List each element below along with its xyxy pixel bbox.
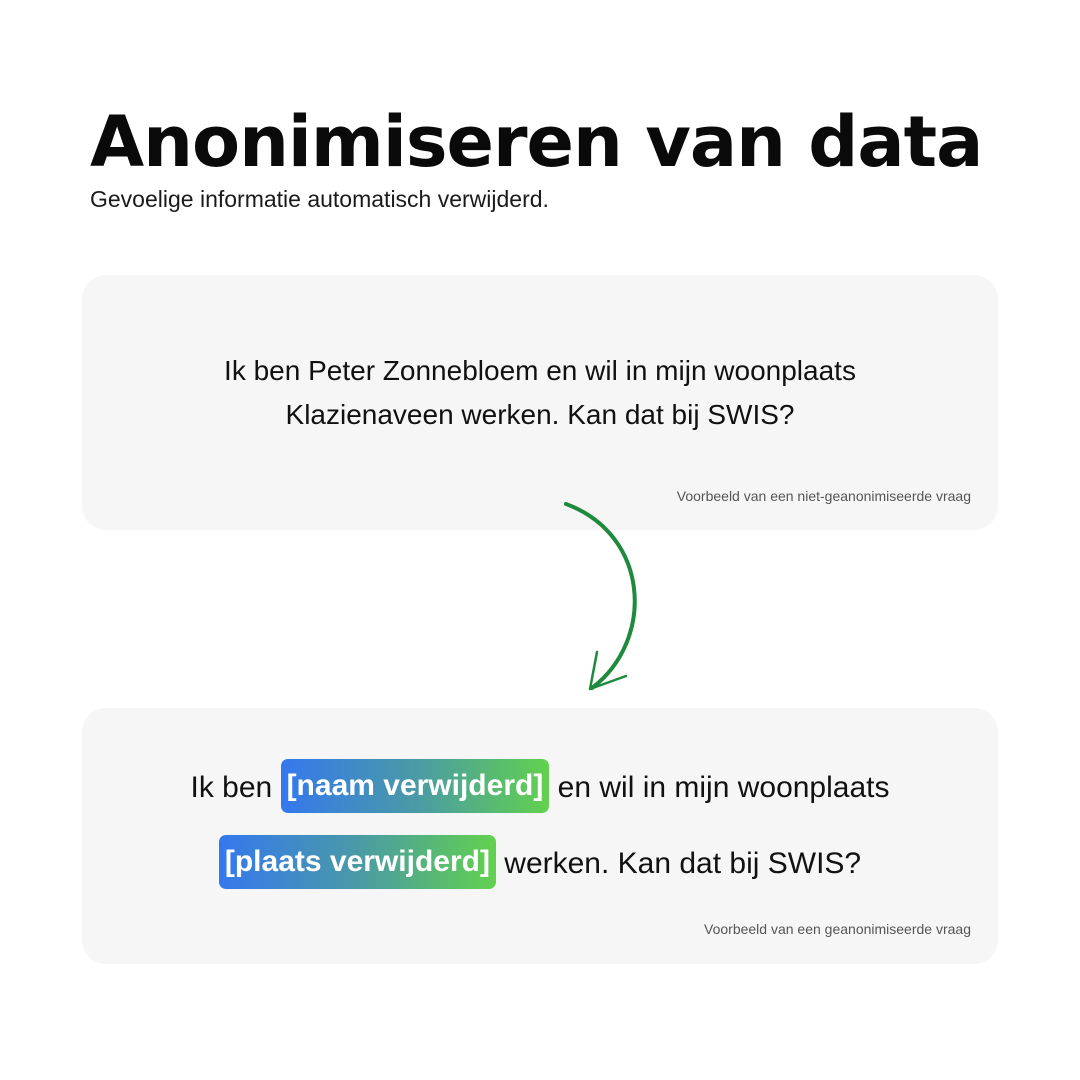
- page-subtitle: Gevoelige informatie automatisch verwijderd.: [90, 186, 549, 212]
- anonymized-question-text: [82, 760, 998, 912]
- page-title: Anonimiseren van data: [90, 101, 983, 183]
- anonymized-line-2-suffix: werken. Kan dat bij SWIS?: [504, 847, 862, 880]
- anonymized-question-caption: Voorbeeld van een geanonimiseerde vraag: [704, 921, 971, 937]
- anonymized-question-card: [82, 708, 998, 964]
- curved-arrow-down-icon: [540, 490, 670, 700]
- place-removed-tag: [plaats verwijderd]: [219, 835, 496, 889]
- original-question-line-1: Ik ben Peter Zonnebloem en wil in mijn woonplaats: [224, 355, 856, 386]
- name-removed-tag: [naam verwijderd]: [281, 759, 550, 813]
- original-question-text: [82, 349, 998, 437]
- anonymized-line-1-suffix: en wil in mijn woonplaats: [557, 771, 890, 804]
- anonymized-question-line-2: [82, 836, 998, 912]
- arrow-curve: [566, 504, 635, 688]
- anonymized-line-1-prefix: Ik ben: [190, 771, 273, 804]
- original-question-caption: Voorbeeld van een niet-geanonimiseerde vraag: [676, 488, 971, 504]
- original-question-line-2: Klazienaveen werken. Kan dat bij SWIS?: [285, 399, 795, 430]
- anonymized-question-line-1: [82, 760, 998, 836]
